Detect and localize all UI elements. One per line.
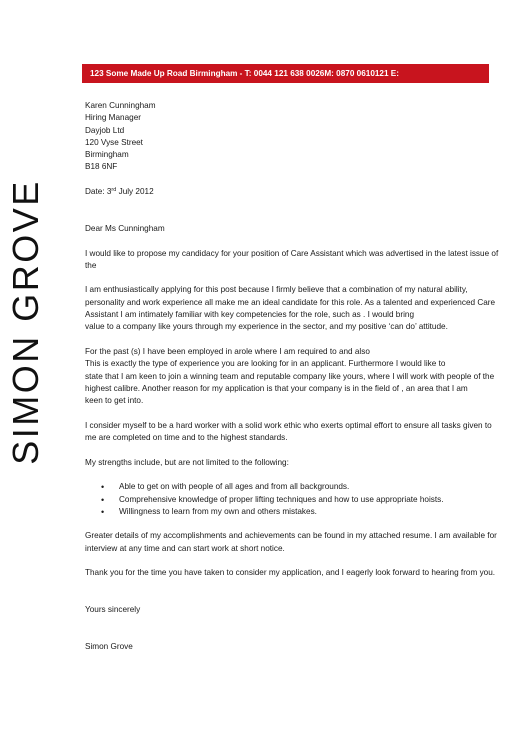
list-item: • Willingness to learn from my own and others mistakes. [85, 506, 500, 518]
paragraph-line: the [85, 260, 97, 270]
date-label: Date: [85, 187, 105, 197]
paragraph-line: keen to get into. [85, 396, 144, 406]
paragraph-line: personality and work experience all make me an ideal candidate for this role. As a talented and experienced Care [85, 297, 496, 307]
paragraph-intro [85, 248, 500, 273]
paragraph-line: I would like to propose my candidacy for your position of Care Assistant which was advertised in the latest issue of [85, 248, 499, 258]
paragraph-line: value to a company like yours through my experience in the sector, and my positive ‘can do’ attitude. [85, 322, 448, 332]
paragraph-line: I consider myself to be a hard worker with a solid work ethic who exerts optimal effort to ensure all tasks given to [85, 420, 492, 430]
recipient-postcode: B18 6NF [85, 162, 118, 172]
paragraph-line: state that I am keen to join a winning team and reputable company like yours, where I will work with people of the [85, 371, 495, 381]
closing: Yours sincerely [85, 605, 141, 615]
paragraph-motivation [85, 284, 500, 333]
list-item: • Comprehensive knowledge of proper lifting techniques and how to use appropriate hoists. [85, 494, 500, 506]
recipient-street: 120 Vyse Street [85, 137, 143, 147]
paragraph-line: I am enthusiastically applying for this post because I firmly believe that a combination of my natural ability, [85, 285, 468, 295]
date-suffix: rd [111, 187, 117, 194]
contact-bar [82, 64, 489, 83]
paragraph-line: Greater details of my accomplishments and achievements can be found in my attached resume. I am available for [85, 531, 497, 541]
signature-name: Simon Grove [85, 642, 133, 652]
paragraph-line: This is exactly the type of experience you are looking for in an applicant. Furthermore I would like to [85, 359, 446, 369]
letter-body [85, 100, 500, 653]
paragraph-experience [85, 346, 500, 407]
strengths-list [85, 481, 500, 518]
paragraph-line: highest calibre. Another reason for my application is that your company is in the field of , an area that I am [85, 383, 468, 393]
letter-date [85, 186, 500, 198]
paragraph-line: me are completed on time and to the highest standards. [85, 433, 288, 443]
recipient-name: Karen Cunningham [85, 101, 156, 110]
recipient-company: Dayjob Ltd [85, 125, 125, 135]
paragraph-work-ethic [85, 420, 500, 445]
list-item: • Able to get on with people of all ages and from all backgrounds. [85, 481, 500, 493]
paragraph-line: Assistant I am intimately familiar with key competencies for the role, such as . I would bring [85, 310, 414, 320]
recipient-city: Birmingham [85, 150, 129, 160]
recipient-title: Hiring Manager [85, 113, 141, 123]
strengths-intro: My strengths include, but are not limited to the following: [85, 457, 289, 467]
paragraph-thanks: Thank you for the time you have taken to consider my application, and I eagerly look forward to hearing from you. [85, 568, 496, 578]
date-day: 3 [106, 187, 112, 197]
paragraph-resume [85, 530, 500, 555]
date-rest: July 2012 [118, 187, 154, 197]
contact-line: 123 Some Made Up Road Birmingham - T: 0044 121 638 0026M: 0870 0610121 E: [90, 69, 399, 78]
recipient-address [85, 100, 500, 174]
paragraph-line: interview at any time and can start work at short notice. [85, 543, 285, 553]
sender-name: SIMON GROVE [5, 179, 46, 465]
salutation: Dear Ms Cunningham [85, 223, 165, 233]
paragraph-line: For the past (s) I have been employed in arole where I am required to and also [85, 346, 370, 356]
